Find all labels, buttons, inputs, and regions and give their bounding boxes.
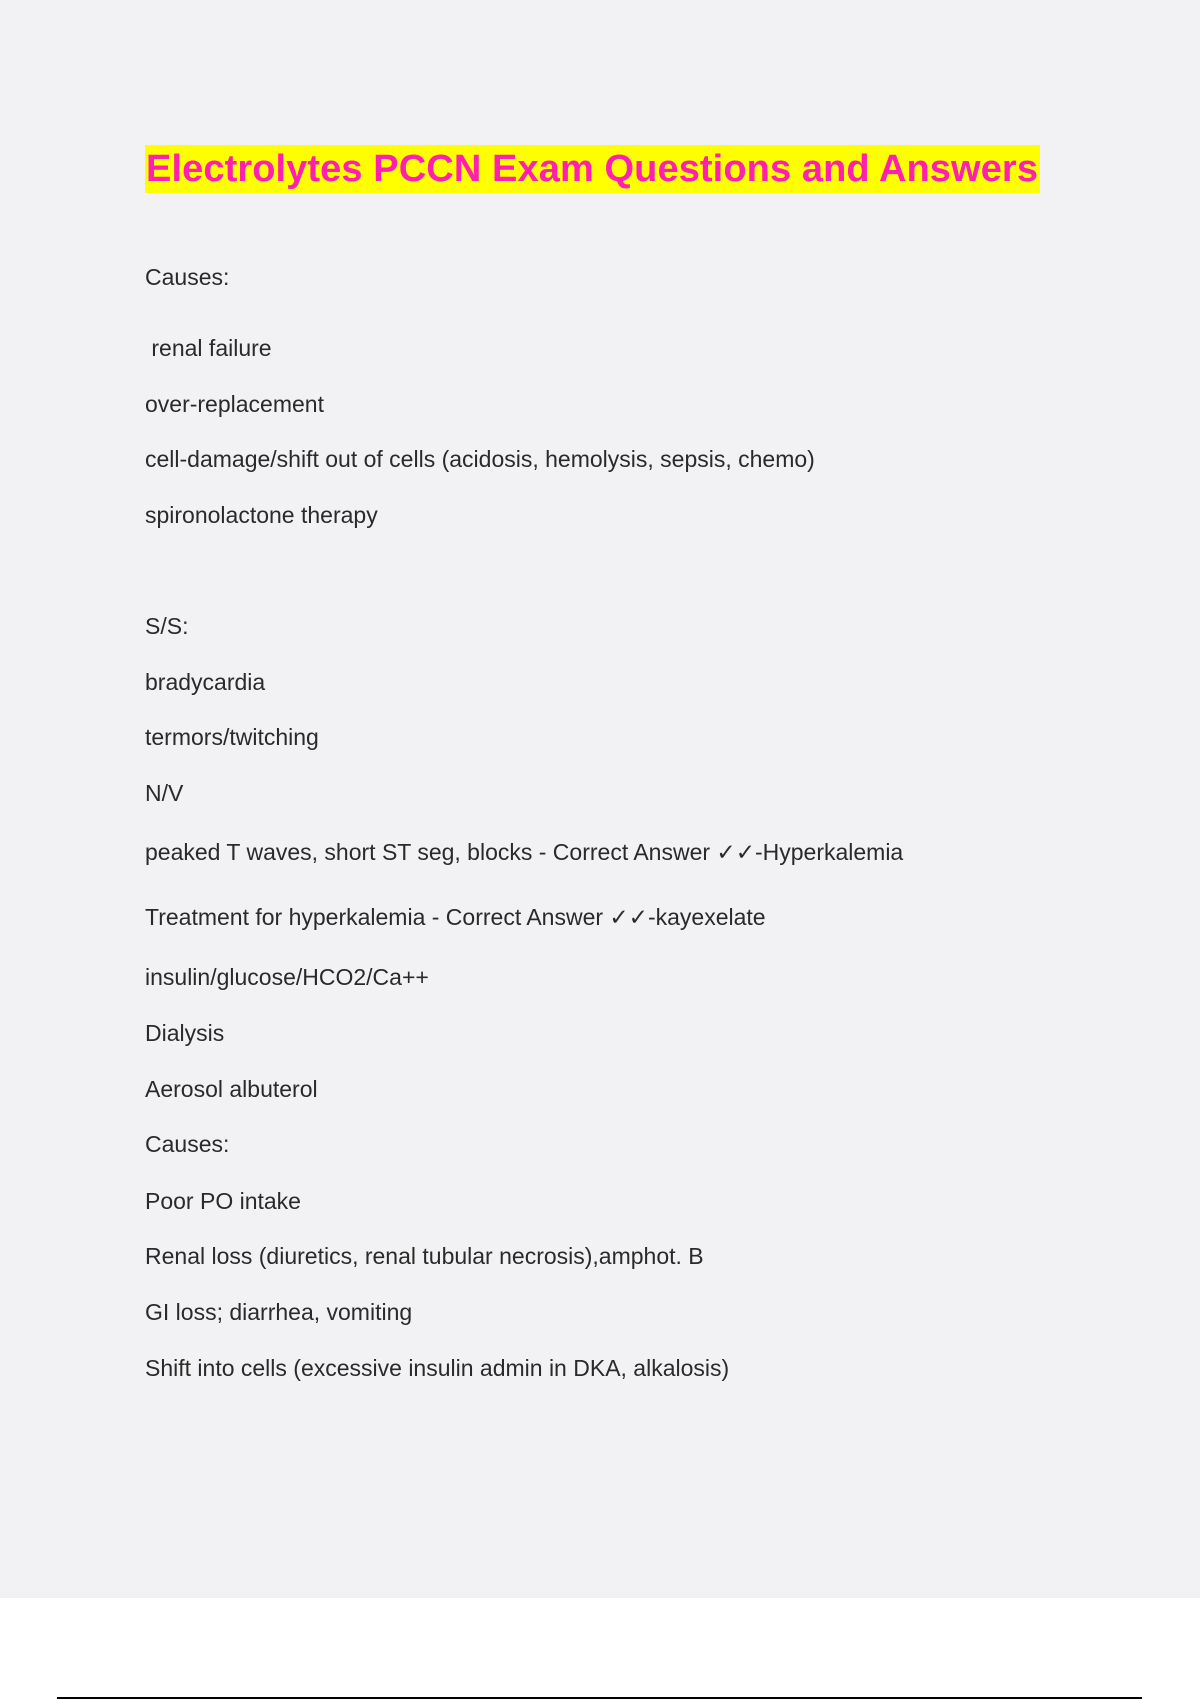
list-item: GI loss; diarrhea, vomiting: [145, 1299, 413, 1325]
section-heading-causes: Causes:: [145, 1131, 230, 1157]
list-item: cell-damage/shift out of cells (acidosis, hemolysis, sepsis, chemo): [145, 446, 815, 472]
list-item: bradycardia: [145, 669, 266, 695]
list-item: Shift into cells (excessive insulin admin in DKA, alkalosis): [145, 1355, 730, 1381]
list-item: termors/twitching: [145, 724, 319, 750]
footer-divider: [57, 1697, 1142, 1699]
section-heading-signs-symptoms: S/S:: [145, 613, 189, 639]
question-answer: peaked T waves, short ST seg, blocks - Correct Answer ✓✓-Hyperkalemia: [145, 839, 904, 865]
list-item: Poor PO intake: [145, 1188, 301, 1214]
list-item: over-replacement: [145, 391, 324, 417]
list-item: Dialysis: [145, 1020, 225, 1046]
list-item: Aerosol albuterol: [145, 1076, 318, 1102]
list-item: Renal loss (diuretics, renal tubular necrosis),amphot. B: [145, 1243, 704, 1269]
list-item: renal failure: [145, 335, 272, 361]
list-item: insulin/glucose/HCO2/Ca++: [145, 964, 429, 990]
section-heading-causes: Causes:: [145, 264, 230, 290]
document-title: Electrolytes PCCN Exam Questions and Answers: [145, 145, 1040, 193]
list-item: N/V: [145, 780, 184, 806]
list-item: spironolactone therapy: [145, 502, 378, 528]
question-answer: Treatment for hyperkalemia - Correct Answer ✓✓-kayexelate: [145, 904, 766, 930]
